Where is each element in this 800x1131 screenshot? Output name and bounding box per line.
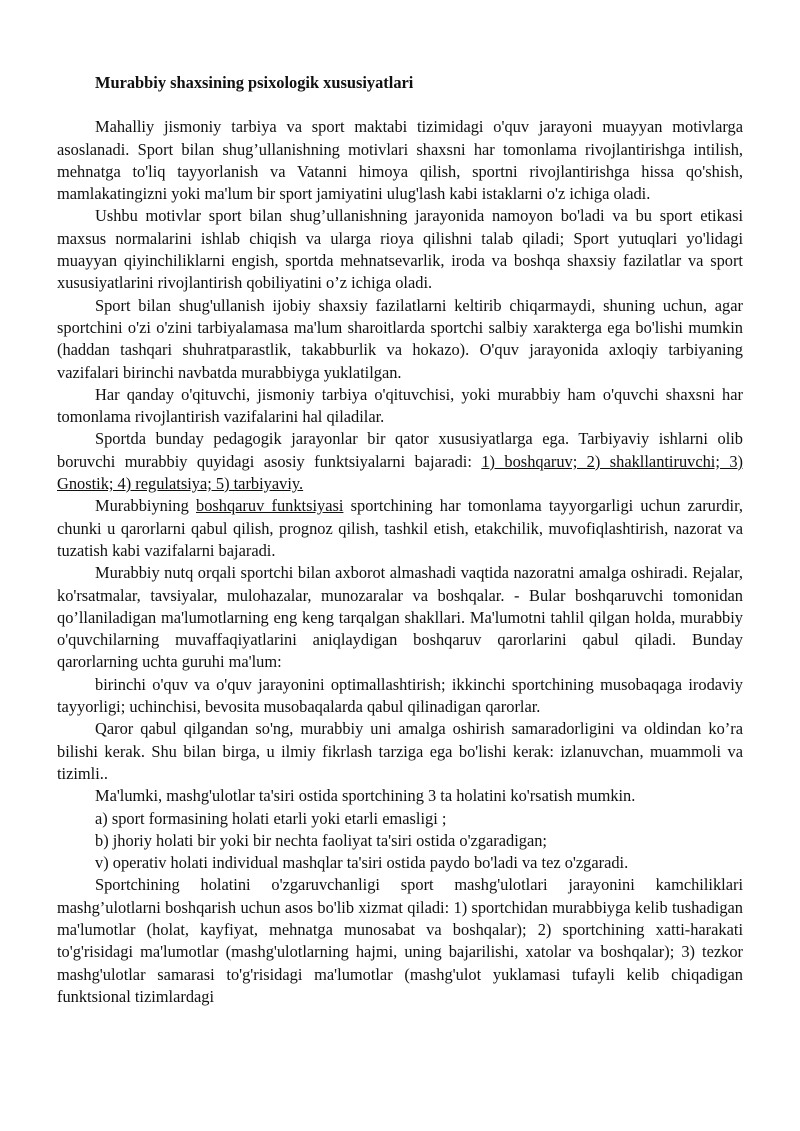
paragraph-4: Har qanday o'qituvchi, jismoniy tarbiya o'qituvchisi, yoki murabbiy ham o'quvchi shaxsni har tomonlama rivojlantirish vazifalarini hal qiladilar.: [57, 384, 743, 427]
paragraph-6: [57, 495, 743, 562]
paragraph-10: Ma'lumki, mashg'ulotlar ta'siri ostida sportchining 3 ta holatini ko'rsatish mumkin.: [95, 786, 636, 806]
paragraph-3: Sport bilan shug'ullanish ijobiy shaxsiy fazilatlarni keltirib chiqarmaydi, shuning uchun, agar sportchini o'zi o'zini tarbiyalamasa ma'lum sharoitlarda sportchi salbiy xarakterga ega bo'lishi mumkin (haddan tashqari shuhratparastlik, takabburlik va hokazo). O'quv jarayonida axloqiy tarbiyaning vazifalari birinchi navbatda murabbiyga yuklatilgan.: [57, 295, 743, 382]
paragraph-14: Sportchining holatini o'zgaruvchanligi sport mashg'ulotlari jarayonini kamchiliklari mashg’ulotlarni boshqarish uchun asos bo'lib xizmat qiladi: 1) sportchidan murabbiyga kelib tushadigan ma'lumotlar (holat, kayfiyat, mehnatga munosabat va boshqalar); 2) sportchining xatti-harakati to'g'risidagi ma'lumotlar (mashg'ulotlarning hajmi, uning bajarilishi, xatolar va boshqalar); 3) tezkor mashg'ulotlar samarasi to'g'risidagi ma'lumotlar (mashg'ulot yuklamasi tufayli kelib chiqadigan funktsional tizimlardagi: [57, 875, 743, 1006]
management-function-term: boshqaruv funktsiyasi: [196, 496, 344, 516]
paragraph-7: Murabbiy nutq orqali sportchi bilan axborot almashadi vaqtida nazoratni amalga oshiradi. Rejalar, ko'rsatmalar, tavsiyalar, mulohazalar, munozaralar va boshqalar. - Bular boshqaruvchi tomonidan qo’llaniladigan ma'lumotlarning eng keng tarqalgan shakllari. Ma'lumotni tahlil qilgan holda, murabbiy o'quvchilarning muvaffaqiyatlarini aniqlaydigan boshqaruv qarorlarini qabul qiladi. Bunday qarorlarning uchta guruhi ma'lum:: [57, 563, 743, 672]
document-title: Murabbiy shaxsining psixologik xususiyatlari: [95, 73, 414, 92]
paragraph-5: [57, 428, 743, 495]
paragraph-8: birinchi o'quv va o'quv jarayonini optimallashtirish; ikkinchi sportchining musobaqaga irodaviy tayyorligi; uchinchisi, bevosita musobaqalarda qabul qilinadigan qarorlar.: [57, 674, 743, 717]
paragraph-6-end: sportchining har tomonlama tayyorgarligi uchun zarurdir, chunki u qarorlarni qabul qilish, prognoz qilish, tashkil etish, etakchilik, muvofiqlashtirish, nazorat va tuzatish kabi vazifalarni bajaradi.: [57, 496, 743, 560]
list-item-a: a) sport formasining holati etarli yoki etarli emasligi ;: [95, 808, 447, 828]
list-item-v: v) operativ holati individual mashqlar ta'siri ostida paydo bo'ladi va tez o'zgaradi.: [95, 853, 629, 873]
functions-list: 1) boshqaruv; 2) shakllantiruvchi; 3) Gnostik; 4) regulatsiya; 5) tarbiyaviy.: [57, 451, 743, 494]
paragraph-5-text: Sportda bunday pedagogik jarayonlar bir qator xususiyatlarga ega. Tarbiyaviy ishlarni olib boruvchi murabbiy quyidagi asosiy funktsiyalarni bajaradi:: [57, 429, 743, 471]
paragraph-2: Ushbu motivlar sport bilan shug’ullanishning jarayonida namoyon bo'ladi va bu sport etikasi maxsus normalarini ishlab chiqish va ularga rioya qilishni talab qiladi; Sport yutuqlari yo'lidagi muayyan qiyinchiliklarni engish, sportda mehnatsevarlik, iroda va boshqa shaxsiy fazilatlar va sport xususiyatlarini rivojlantirish qobiliyatini o’z ichiga oladi.: [57, 206, 743, 293]
paragraph-9: Qaror qabul qilgandan so'ng, murabbiy uni amalga oshirish samaradorligini va oldindan ko’ra bilishi kerak. Shu bilan birga, u ilmiy fikrlash tarziga ega bo'lishi kerak: izlanuvchan, muammoli va tizimli..: [57, 719, 743, 783]
document-page: [57, 72, 743, 1008]
list-item-b: b) jhoriy holati bir yoki bir nechta faoliyat ta'siri ostida o'zgaradigan;: [95, 830, 547, 850]
paragraph-6-start: Murabbiyning: [95, 496, 196, 516]
paragraph-1: Mahalliy jismoniy tarbiya va sport maktabi tizimidagi o'quv jarayoni muayyan motivlarga asoslanadi. Sport bilan shug’ullanishning motivlari shaxsni har tomonlama rivojlantirishga intilish, mehnatga to'liq tayyorlanish va Vatanni himoya qilish, sportni rivojlantirishga hissa qo'shish, mamlakatingizni yoki ma'lum bir sport jamiyatini ulug'lash kabi istaklarni o'z ichiga oladi.: [57, 117, 743, 204]
